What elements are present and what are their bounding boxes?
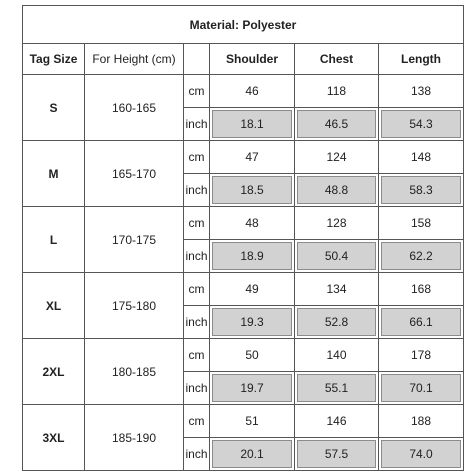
length-cm-cell: 178 — [379, 339, 464, 372]
height-cell: 180-185 — [85, 339, 184, 405]
height-cell: 175-180 — [85, 273, 184, 339]
unit-inch-label: inch — [184, 240, 210, 273]
shoulder-cm-cell: 50 — [210, 339, 295, 372]
header-tag-size: Tag Size — [23, 44, 85, 75]
unit-cm-label: cm — [184, 405, 210, 438]
shoulder-cm-cell: 47 — [210, 141, 295, 174]
header-height: For Height (cm) — [85, 44, 184, 75]
height-cell: 185-190 — [85, 405, 184, 471]
size-cell: 2XL — [23, 339, 85, 405]
size-cell: L — [23, 207, 85, 273]
shoulder-cm-cell: 51 — [210, 405, 295, 438]
table-row — [23, 207, 464, 240]
chest-inch-cell: 50.4 — [295, 240, 379, 273]
size-cell: 3XL — [23, 405, 85, 471]
shoulder-inch-cell: 20.1 — [210, 438, 295, 471]
header-chest: Chest — [295, 44, 379, 75]
shoulder-inch-cell: 18.5 — [210, 174, 295, 207]
chest-cm-cell: 118 — [295, 75, 379, 108]
unit-inch-label: inch — [184, 108, 210, 141]
height-cell: 170-175 — [85, 207, 184, 273]
table-row — [23, 75, 464, 108]
chest-cm-cell: 128 — [295, 207, 379, 240]
chest-cm-cell: 140 — [295, 339, 379, 372]
shoulder-inch-cell: 19.7 — [210, 372, 295, 405]
unit-cm-label: cm — [184, 75, 210, 108]
shoulder-cm-cell: 49 — [210, 273, 295, 306]
table-row — [23, 405, 464, 438]
length-cm-cell: 148 — [379, 141, 464, 174]
unit-cm-label: cm — [184, 207, 210, 240]
length-inch-cell: 66.1 — [379, 306, 464, 339]
unit-inch-label: inch — [184, 438, 210, 471]
header-shoulder: Shoulder — [210, 44, 295, 75]
chest-cm-cell: 124 — [295, 141, 379, 174]
size-cell: S — [23, 75, 85, 141]
header-length: Length — [379, 44, 464, 75]
chest-inch-cell: 48.8 — [295, 174, 379, 207]
header-unit — [184, 44, 210, 75]
table-row — [23, 141, 464, 174]
length-inch-cell: 54.3 — [379, 108, 464, 141]
length-inch-cell: 58.3 — [379, 174, 464, 207]
chest-inch-cell: 52.8 — [295, 306, 379, 339]
length-inch-cell: 74.0 — [379, 438, 464, 471]
size-cell: M — [23, 141, 85, 207]
length-inch-cell: 70.1 — [379, 372, 464, 405]
length-cm-cell: 138 — [379, 75, 464, 108]
chest-inch-cell: 57.5 — [295, 438, 379, 471]
height-cell: 165-170 — [85, 141, 184, 207]
chest-inch-cell: 55.1 — [295, 372, 379, 405]
shoulder-cm-cell: 46 — [210, 75, 295, 108]
table-row — [23, 339, 464, 372]
shoulder-inch-cell: 19.3 — [210, 306, 295, 339]
length-cm-cell: 158 — [379, 207, 464, 240]
unit-inch-label: inch — [184, 306, 210, 339]
height-cell: 160-165 — [85, 75, 184, 141]
unit-cm-label: cm — [184, 339, 210, 372]
chest-inch-cell: 46.5 — [295, 108, 379, 141]
chest-cm-cell: 134 — [295, 273, 379, 306]
size-cell: XL — [23, 273, 85, 339]
length-inch-cell: 62.2 — [379, 240, 464, 273]
length-cm-cell: 168 — [379, 273, 464, 306]
table-row — [23, 273, 464, 306]
unit-cm-label: cm — [184, 141, 210, 174]
shoulder-inch-cell: 18.1 — [210, 108, 295, 141]
unit-inch-label: inch — [184, 372, 210, 405]
chest-cm-cell: 146 — [295, 405, 379, 438]
size-chart-table — [22, 5, 464, 471]
table-title: Material: Polyester — [23, 6, 464, 44]
shoulder-inch-cell: 18.9 — [210, 240, 295, 273]
unit-cm-label: cm — [184, 273, 210, 306]
length-cm-cell: 188 — [379, 405, 464, 438]
shoulder-cm-cell: 48 — [210, 207, 295, 240]
unit-inch-label: inch — [184, 174, 210, 207]
